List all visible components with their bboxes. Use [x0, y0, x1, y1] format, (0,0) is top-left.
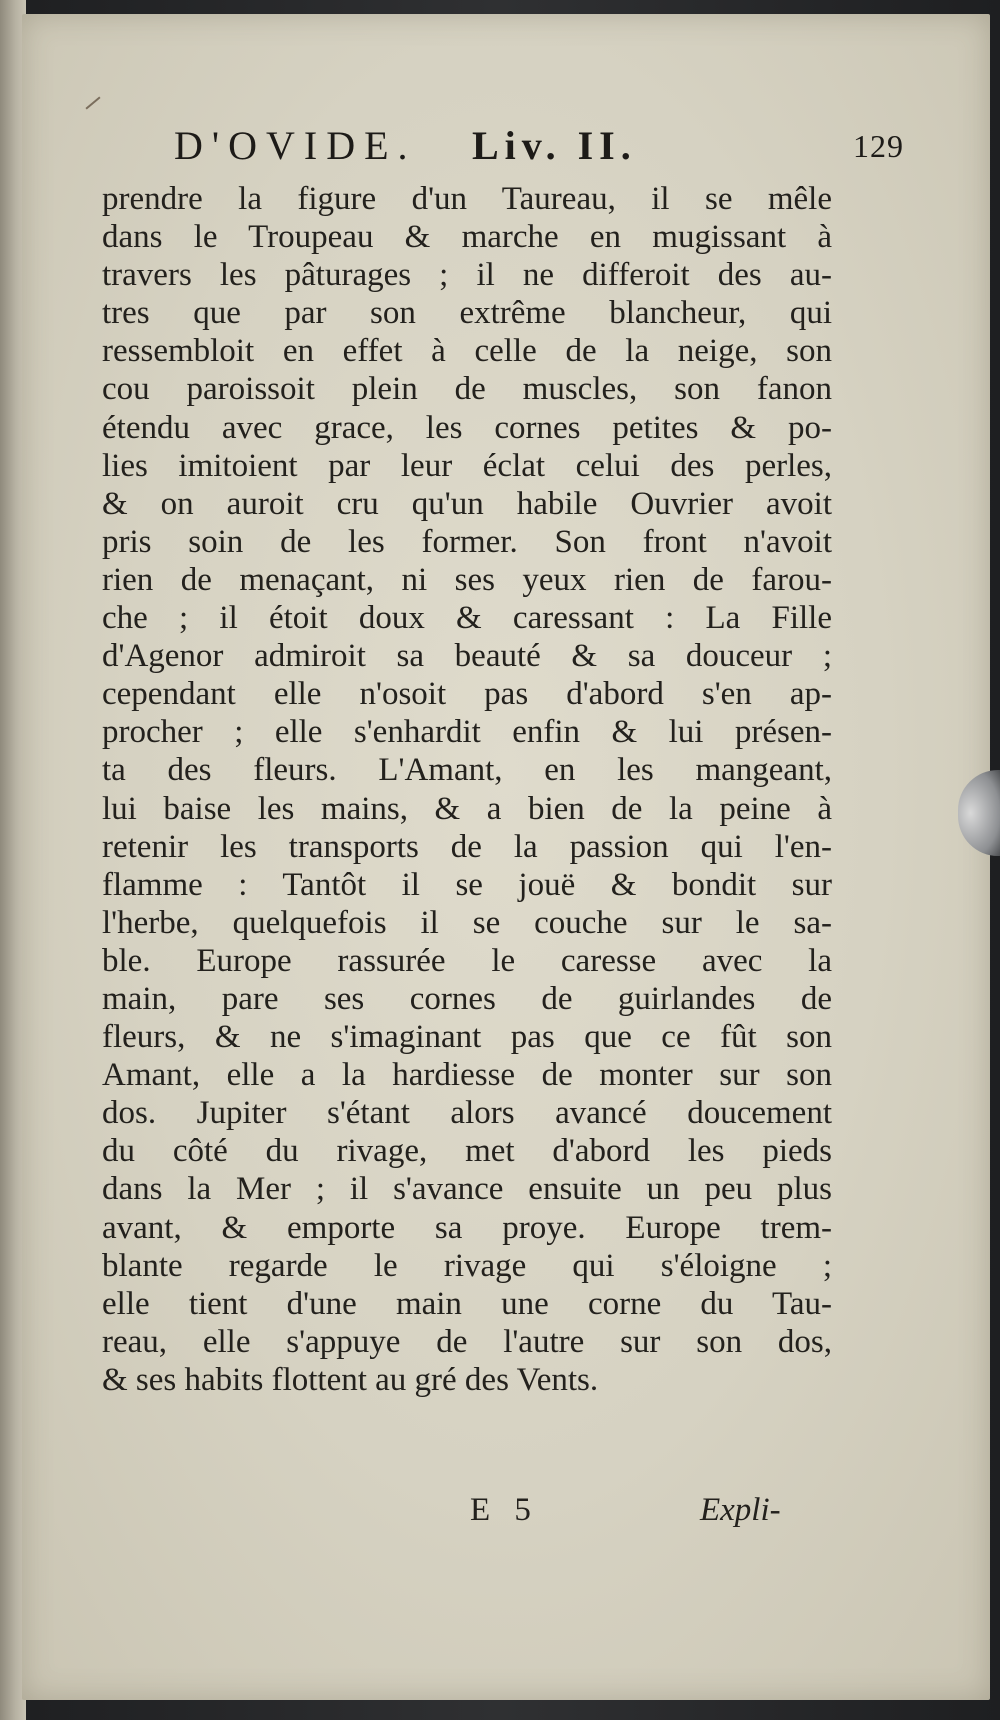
text-line: procher ; elle s'enhardit enfin & lui présen- — [102, 714, 832, 751]
text-line: flamme : Tantôt il se jouë & bondit sur — [102, 866, 832, 903]
catchword: Expli- — [700, 1492, 781, 1528]
book-page — [22, 14, 990, 1700]
running-head — [174, 122, 904, 178]
running-head-book: Liv. II. — [472, 123, 637, 168]
text-line: retenir les transports de la passion qui l'en- — [102, 828, 832, 865]
running-head-title: D'OVIDE. — [174, 123, 417, 168]
text-line: ta des fleurs. L'Amant, en les mangeant, — [102, 752, 832, 789]
body-text — [102, 180, 832, 1399]
page-content — [22, 14, 990, 1700]
text-line: du côté du rivage, met d'abord les pieds — [102, 1133, 832, 1170]
text-line: étendu avec grace, les cornes petites & po- — [102, 409, 832, 446]
text-line: d'Agenor admiroit sa beauté & sa douceur ; — [102, 638, 832, 675]
text-line: fleurs, & ne s'imaginant pas que ce fût son — [102, 1019, 832, 1056]
printer-signature: E 5 — [470, 1492, 539, 1528]
text-line: ble. Europe rassurée le caresse avec la — [102, 942, 832, 979]
text-line: pris soin de les former. Son front n'avoit — [102, 523, 832, 560]
text-line: lies imitoient par leur éclat celui des perles, — [102, 447, 832, 484]
text-line: dans la Mer ; il s'avance ensuite un peu plus — [102, 1171, 832, 1208]
text-line: ressembloit en effet à celle de la neige, son — [102, 333, 832, 370]
text-line: tres que par son extrême blancheur, qui — [102, 295, 832, 332]
text-line: & on auroit cru qu'un habile Ouvrier avoit — [102, 485, 832, 522]
text-line: dos. Jupiter s'étant alors avancé doucement — [102, 1095, 832, 1132]
text-line: cou paroissoit plein de muscles, son fanon — [102, 371, 832, 408]
text-line: & ses habits flottent au gré des Vents. — [102, 1361, 599, 1398]
text-line: travers les pâturages ; il ne differoit des au- — [102, 257, 832, 294]
text-line: prendre la figure d'un Taureau, il se mêle — [102, 181, 832, 217]
text-line: avant, & emporte sa proye. Europe trem- — [102, 1209, 832, 1246]
text-line: l'herbe, quelquefois il se couche sur le sa- — [102, 904, 832, 941]
text-line: Amant, elle a la hardiesse de monter sur son — [102, 1057, 832, 1094]
text-line: cependant elle n'osoit pas d'abord s'en ap- — [102, 676, 832, 713]
text-line: blante regarde le rivage qui s'éloigne ; — [102, 1247, 832, 1284]
page-number: 129 — [853, 128, 904, 164]
text-line: reau, elle s'appuye de l'autre sur son dos, — [102, 1323, 832, 1360]
text-line: rien de menaçant, ni ses yeux rien de farou- — [102, 561, 832, 598]
text-line: elle tient d'une main une corne du Tau- — [102, 1285, 832, 1322]
text-line: che ; il étoit doux & caressant : La Fille — [102, 600, 832, 637]
text-line: dans le Troupeau & marche en mugissant à — [102, 219, 832, 256]
text-line: lui baise les mains, & a bien de la peine à — [102, 790, 832, 827]
text-line: main, pare ses cornes de guirlandes de — [102, 980, 832, 1017]
